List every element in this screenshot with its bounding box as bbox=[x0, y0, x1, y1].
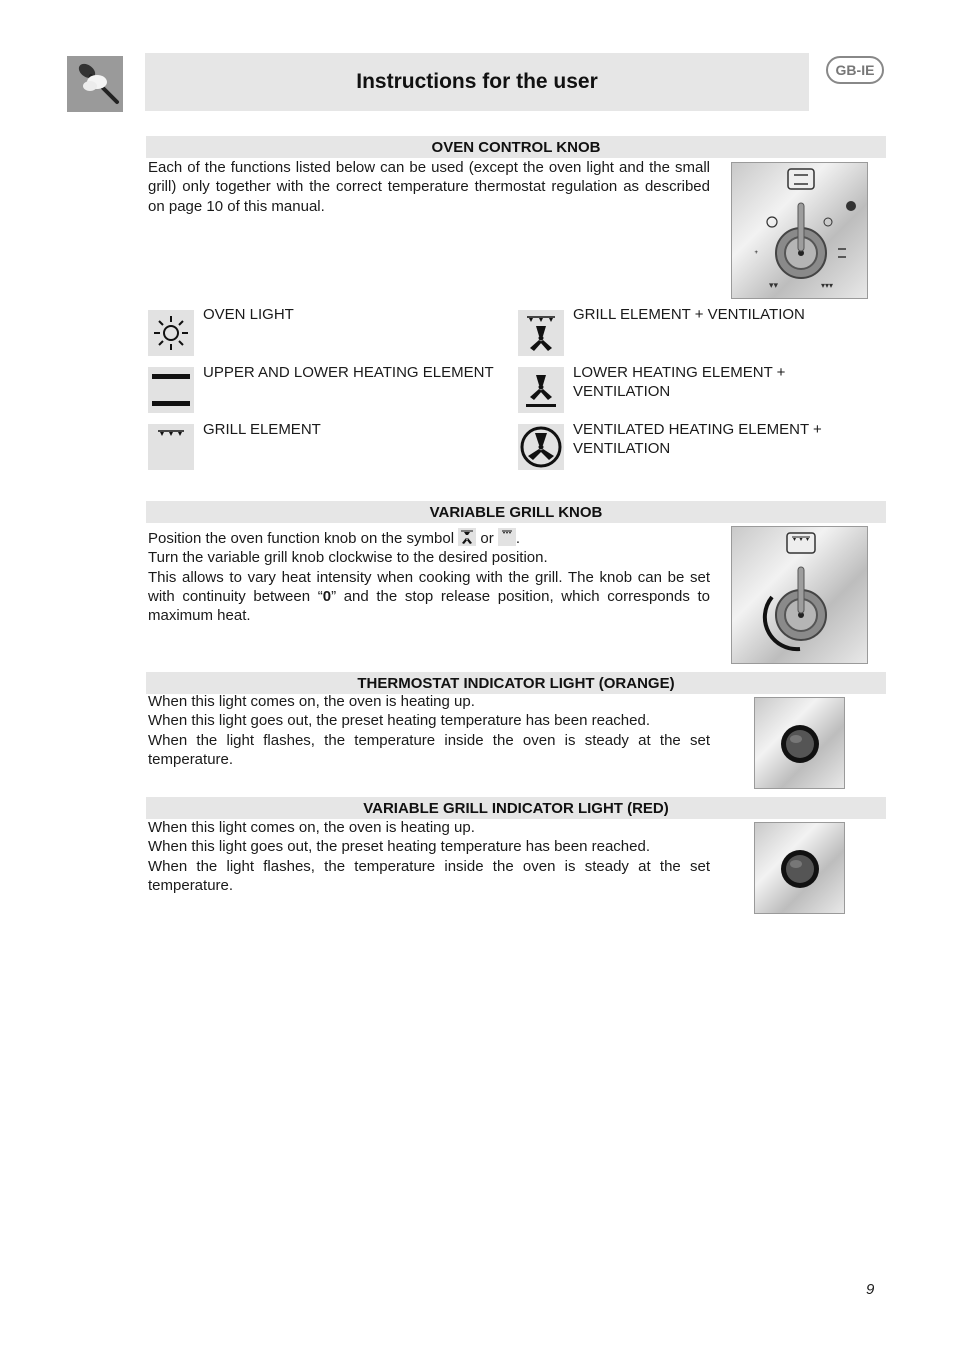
function-label: GRILL ELEMENT + VENTILATION bbox=[573, 306, 805, 323]
grill-fan-symbol-icon bbox=[458, 528, 476, 546]
grill-light-line2: When this light goes out, the preset heating temperature has been reached. bbox=[148, 838, 650, 856]
grill-knob-line2: Turn the variable grill knob clockwise to the desired position. bbox=[148, 549, 548, 567]
thermostat-light-line3: When the light flashes, the temperature inside the oven is steady at the set temperature. bbox=[148, 731, 710, 768]
grill-knob-line3 bbox=[148, 568, 710, 626]
function-label: OVEN LIGHT bbox=[203, 306, 294, 323]
country-badge: GB-IE bbox=[826, 56, 884, 84]
chef-spoon-logo-icon bbox=[67, 56, 123, 112]
grill-knob-line1 bbox=[148, 528, 710, 548]
oven-knob-text: Each of the functions listed below can be used (except the oven light and the small grill) only together with the correct temperature thermostat regulation as described on page 10 of this manual. bbox=[148, 159, 710, 215]
grill-knob-line1-or: or bbox=[480, 530, 494, 547]
page-header bbox=[145, 53, 809, 111]
grill-knob-line3-pre: This allows to vary heat intensity when cooking with the grill. The knob can be set with continuity between “ bbox=[148, 568, 710, 605]
grill-knob-photo bbox=[731, 526, 868, 664]
section-heading-oven-knob: OVEN CONTROL KNOB bbox=[146, 136, 886, 158]
grill-knob-line1-end: . bbox=[515, 530, 521, 547]
grill-fan-icon bbox=[518, 310, 564, 356]
oven-knob-paragraph bbox=[148, 158, 710, 216]
grill-knob-line3-post: ” and the stop release position, which corresponds to maximum heat. bbox=[148, 587, 710, 625]
section-heading-grill-light: VARIABLE GRILL INDICATOR LIGHT (RED) bbox=[146, 797, 886, 819]
function-label: GRILL ELEMENT bbox=[203, 421, 321, 438]
function-label: LOWER HEATING ELEMENT + VENTILATION bbox=[573, 364, 786, 401]
svg-text:ᐩ: ᐩ bbox=[754, 248, 759, 261]
section-heading-grill-knob: VARIABLE GRILL KNOB bbox=[146, 501, 886, 523]
grill-light-photo bbox=[754, 822, 845, 914]
grill-knob-paragraph bbox=[148, 528, 710, 625]
function-label: UPPER AND LOWER HEATING ELEMENT bbox=[203, 364, 494, 381]
grill-light-line3: When the light flashes, the temperature inside the oven is steady at the set temperature. bbox=[148, 857, 710, 894]
grill-knob-line1-text: Position the oven function knob on the symbol bbox=[148, 530, 455, 547]
grill-element-icon bbox=[148, 424, 194, 470]
function-label: VENTILATED HEATING ELEMENT + VENTILATION bbox=[573, 421, 822, 458]
grill-light-line1: When this light comes on, the oven is heating up. bbox=[148, 819, 475, 836]
thermostat-light-paragraph bbox=[148, 692, 710, 769]
oven-light-icon bbox=[148, 310, 194, 356]
thermostat-light-photo bbox=[754, 697, 845, 789]
thermostat-light-line2: When this light goes out, the preset heating temperature has been reached. bbox=[148, 712, 650, 730]
oven-knob-photo bbox=[731, 162, 868, 299]
grill-light-paragraph bbox=[148, 818, 710, 895]
upper-lower-element-icon bbox=[148, 367, 194, 413]
page-title: Instructions for the user bbox=[356, 70, 598, 93]
thermostat-light-line1: When this light comes on, the oven is heating up. bbox=[148, 693, 475, 710]
svg-text:▾▾▾: ▾▾▾ bbox=[821, 281, 834, 290]
page-number: 9 bbox=[866, 1281, 875, 1298]
grill-knob-line3-bold: 0 bbox=[322, 587, 332, 605]
svg-text:▾▾: ▾▾ bbox=[769, 281, 779, 291]
section-heading-thermostat-light: THERMOSTAT INDICATOR LIGHT (ORANGE) bbox=[146, 672, 886, 694]
grill-symbol-icon bbox=[498, 528, 516, 546]
fan-element-icon bbox=[518, 424, 564, 470]
lower-element-fan-icon bbox=[518, 367, 564, 413]
